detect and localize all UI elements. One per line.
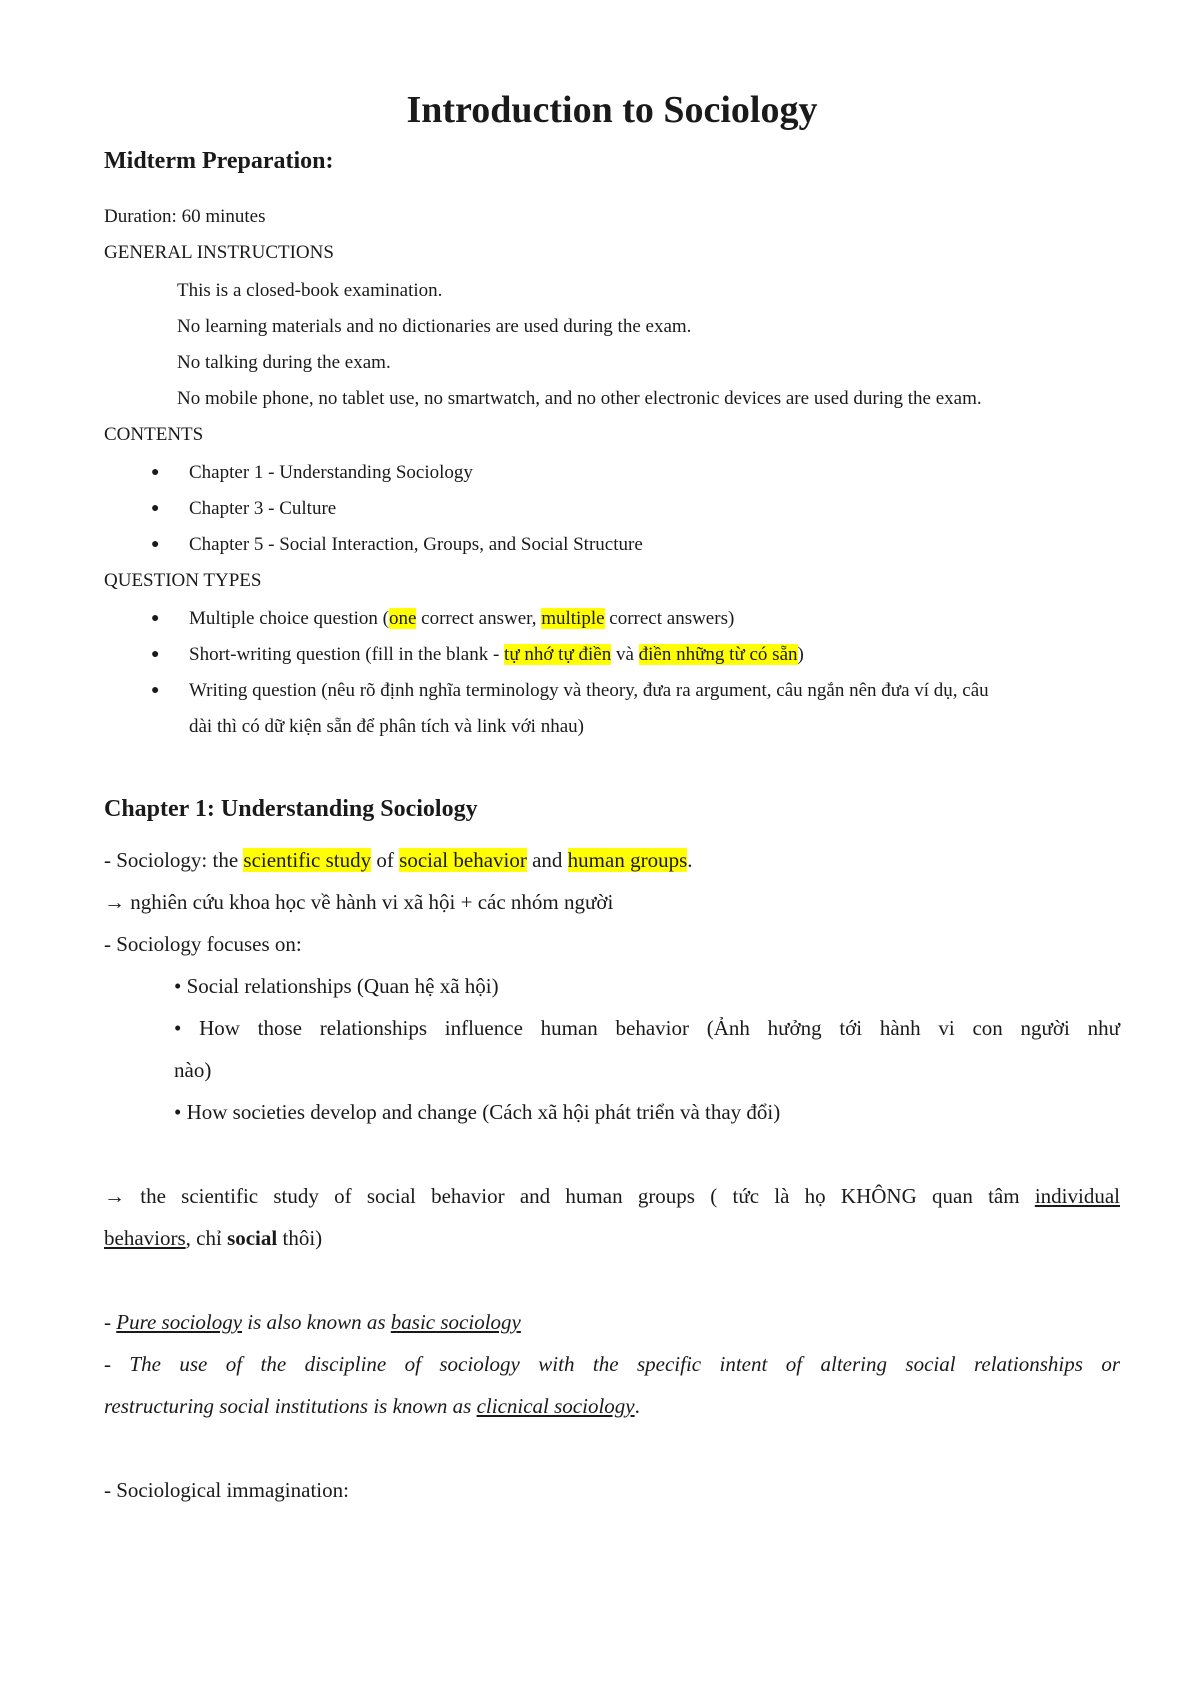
contents-item: ● Chapter 1 - Understanding Sociology [151, 460, 473, 486]
question-type-item: ● Short-writing question (fill in the blank - tự nhớ tự điền và điền những từ có sẵn) [151, 642, 804, 668]
highlight: human groups [567, 848, 688, 872]
chapter1-heading: Chapter 1: Understanding Sociology [104, 796, 478, 822]
clinical-sociology-note-continuation: restructuring social institutions is known as clicnical sociology. [104, 1394, 640, 1418]
underlined-term: basic sociology [390, 1310, 521, 1334]
underlined-term: Pure sociology [116, 1310, 243, 1334]
bullet-icon: ● [151, 683, 160, 698]
question-type-item: ● Writing question (nêu rõ định nghĩa terminology và theory, đưa ra argument, câu ngắn nên đưa ví dụ, câu [151, 678, 989, 704]
bold-term: social [227, 1226, 278, 1250]
focus-item: • How societies develop and change (Cách xã hội phát triển và thay đổi) [174, 1100, 781, 1124]
highlight: one [388, 608, 417, 629]
bullet-icon: ● [151, 647, 160, 662]
duration-text: Duration: 60 minutes [104, 206, 266, 227]
sociological-imagination-heading: - Sociological immagination: [104, 1478, 349, 1502]
question-type-item-continuation: dài thì có dữ kiện sẵn để phân tích và link với nhau) [189, 716, 584, 737]
sociology-definition: - Sociology: the scientific study of social behavior and human groups. [104, 848, 693, 872]
bullet-icon: ● [151, 611, 160, 626]
page-title: Introduction to Sociology [406, 89, 818, 131]
bullet-icon: ● [151, 501, 160, 516]
contents-item: ● Chapter 3 - Culture [151, 496, 336, 522]
underlined-term: clicnical sociology [476, 1394, 635, 1418]
summary-line-continuation: behaviors, chỉ social thôi) [104, 1226, 323, 1250]
highlight: social behavior [399, 848, 527, 872]
highlight: scientific study [243, 848, 372, 872]
rule-item: No mobile phone, no tablet use, no smartwatch, and no other electronic devices are used during the exam. [177, 388, 982, 409]
question-types-heading: QUESTION TYPES [104, 570, 262, 591]
rule-item: This is a closed-book examination. [177, 280, 443, 301]
rule-item: No learning materials and no dictionaries are used during the exam. [177, 316, 692, 337]
rule-item: No talking during the exam. [177, 352, 391, 373]
clinical-sociology-note: - The use of the discipline of sociology with the specific intent of altering social relationships or [104, 1352, 1120, 1376]
contents-item: ● Chapter 5 - Social Interaction, Groups, and Social Structure [151, 532, 643, 558]
summary-line: → the scientific study of social behavior and human groups ( tức là họ KHÔNG quan tâm individual [104, 1184, 1120, 1208]
underlined-term: behaviors [104, 1226, 186, 1250]
definition-translation: → nghiên cứu khoa học về hành vi xã hội + các nhóm người [104, 890, 614, 914]
focus-item: • How those relationships influence human behavior (Ảnh hưởng tới hành vi con người như [174, 1016, 1120, 1040]
contents-heading: CONTENTS [104, 424, 204, 445]
question-type-item: ● Multiple choice question (one correct answer, multiple correct answers) [151, 606, 734, 632]
focus-heading: - Sociology focuses on: [104, 932, 302, 956]
bullet-icon: ● [151, 465, 160, 480]
highlight: điền những từ có sẵn [638, 644, 798, 665]
underlined-term: individual [1034, 1184, 1120, 1208]
focus-item: • Social relationships (Quan hệ xã hội) [174, 974, 499, 998]
pure-sociology-note: - Pure sociology is also known as basic sociology [104, 1310, 521, 1334]
focus-item-continuation: nào) [174, 1058, 212, 1082]
midterm-heading: Midterm Preparation: [104, 148, 334, 174]
general-instructions-heading: GENERAL INSTRUCTIONS [104, 242, 334, 263]
bullet-icon: ● [151, 537, 160, 552]
highlight: tự nhớ tự điền [504, 644, 612, 665]
highlight: multiple [541, 608, 605, 629]
